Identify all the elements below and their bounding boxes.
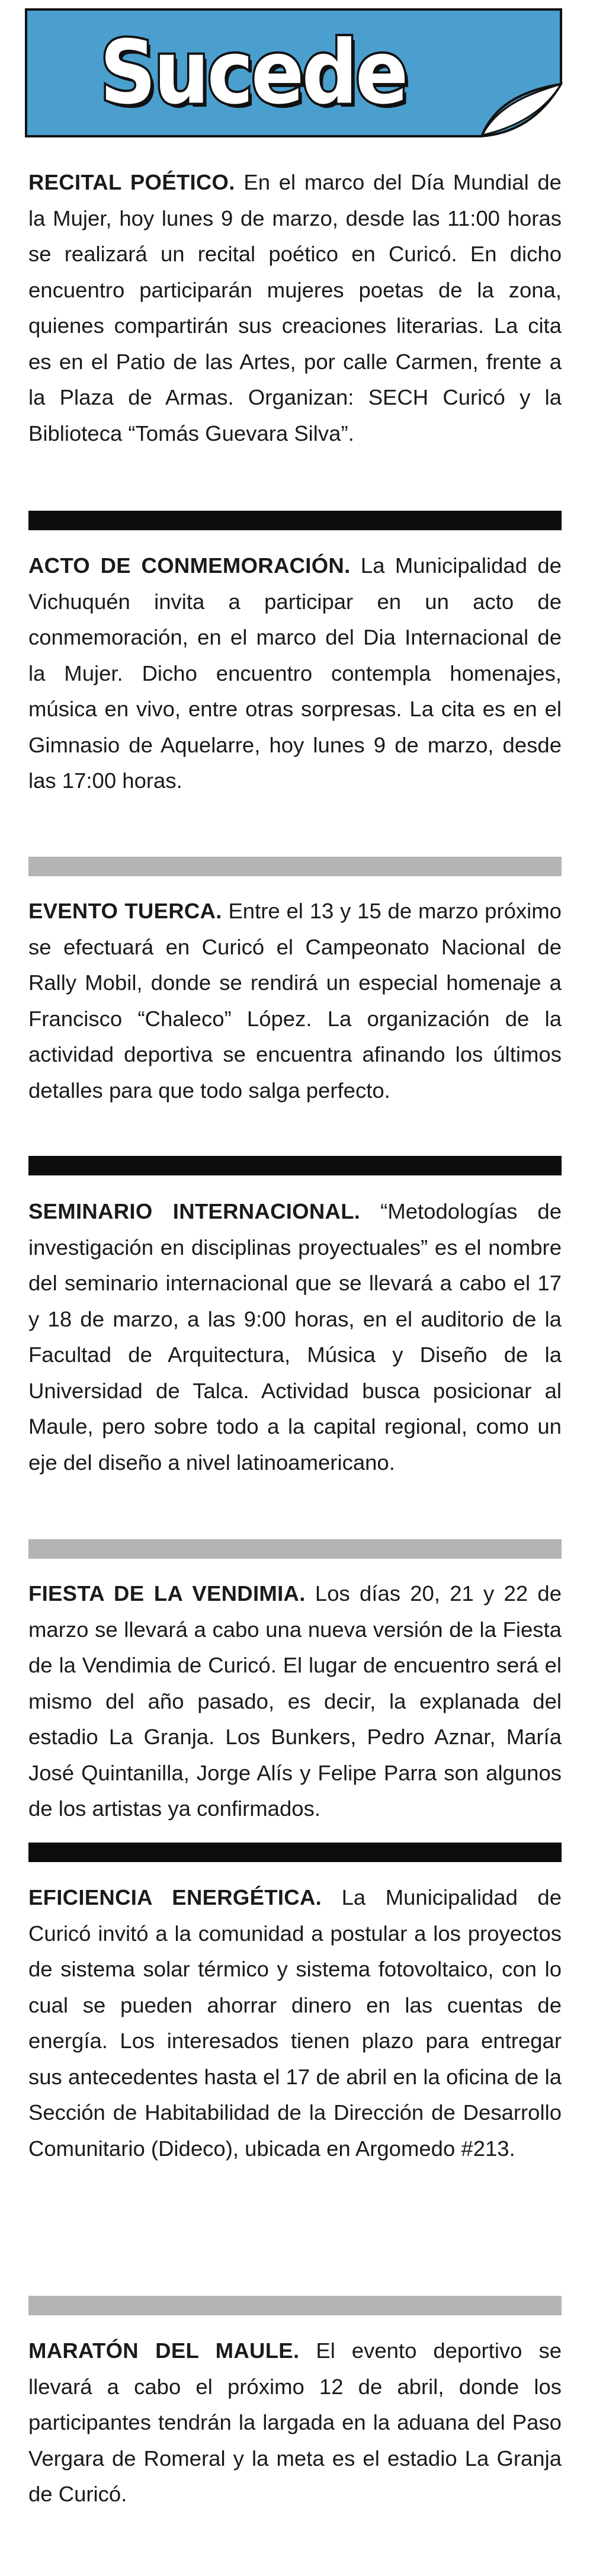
item-text: Los días 20, 21 y 22 de marzo se llevará a cabo una nueva versión de la Fiesta de la Vendimia de Curicó. El lugar de encuentro será el mismo del año pasado, es decir, la explanada del estadio La Granja. Los Bunkers, Pedro Aznar, María José Quintanilla, Jorge Alís y Felipe Parra son algunos de los artistas ya confirmados.	[28, 1581, 562, 1821]
news-item-recital	[28, 165, 562, 451]
item-title: FIESTA DE LA VENDIMIA.	[28, 1581, 306, 1606]
news-item-eficiencia	[28, 1880, 562, 2167]
news-item-seminario	[28, 1194, 562, 1481]
item-title: EFICIENCIA ENERGÉTICA.	[28, 1885, 322, 1909]
section-header	[25, 8, 564, 137]
item-text: Entre el 13 y 15 de marzo próximo se efectuará en Curicó el Campeonato Nacional de Rally Mobil, donde se rendirá un especial homenaje a Francisco “Chaleco” López. La organización de la actividad deportiva se encuentra afinando los últimos detalles para que todo salga perfecto.	[28, 899, 562, 1103]
item-text: La Municipalidad de Curicó invitó a la comunidad a postular a los proyectos de sistema solar térmico y sistema fotovoltaico, con lo cual se pueden ahorrar dinero en las cuentas de energía. Los interesados tienen plazo para entregar sus antecedentes hasta el 17 de abril en la oficina de la Sección de Habitabilidad de la Dirección de Desarrollo Comunitario (Dideco), ubicada en Argomedo #213.	[28, 1885, 562, 2161]
news-item-evento	[28, 893, 562, 1108]
item-text: El evento deportivo se llevará a cabo el próximo 12 de abril, donde los participantes tendrán la largada en la aduana del Paso Vergara de Romeral y la meta es el estadio La Granja de Curicó.	[28, 2338, 562, 2506]
divider-gray	[28, 2296, 562, 2315]
item-title: SEMINARIO INTERNACIONAL.	[28, 1199, 361, 1223]
item-title: RECITAL POÉTICO.	[28, 170, 235, 194]
news-item-vendimia	[28, 1576, 562, 1827]
divider-black	[28, 511, 562, 530]
item-text: En el marco del Día Mundial de la Mujer, hoy lunes 9 de marzo, desde las 11:00 horas se realizará un recital poético en Curicó. En dicho encuentro participarán mujeres poetas de la zona, quienes compartirán sus creaciones literarias. La cita es en el Patio de las Artes, por calle Carmen, frente a la Plaza de Armas. Organizan: SECH Curicó y la Biblioteca “Tomás Guevara Silva”.	[28, 170, 562, 446]
divider-gray	[28, 1539, 562, 1559]
divider-black	[28, 1843, 562, 1862]
news-item-maraton	[28, 2333, 562, 2513]
news-item-acto	[28, 548, 562, 799]
item-title: ACTO DE CONMEMORACIÓN.	[28, 553, 351, 578]
item-text: “Metodologías de investigación en disciplinas proyectuales” es el nombre del seminario internacional que se llevará a cabo el 17 y 18 de marzo, a las 9:00 horas, en el auditorio de la Facultad de Arquitectura, Música y Diseño de la Universidad de Talca. Actividad busca posicionar al Maule, pero sobre todo a la capital regional, como un eje del diseño a nivel latinoamericano.	[28, 1199, 562, 1475]
item-text: La Municipalidad de Vichuquén invita a participar en un acto de conmemoración, en el marco del Dia Internacional de la Mujer. Dicho encuentro contempla homenajes, música en vivo, entre otras sorpresas. La cita es en el Gimnasio de Aquelarre, hoy lunes 9 de marzo, desde las 17:00 horas.	[28, 553, 562, 793]
divider-black	[28, 1156, 562, 1175]
item-title: EVENTO TUERCA.	[28, 899, 222, 923]
divider-gray	[28, 857, 562, 876]
header-title: Sucede	[100, 21, 406, 124]
item-title: MARATÓN DEL MAULE.	[28, 2338, 300, 2363]
